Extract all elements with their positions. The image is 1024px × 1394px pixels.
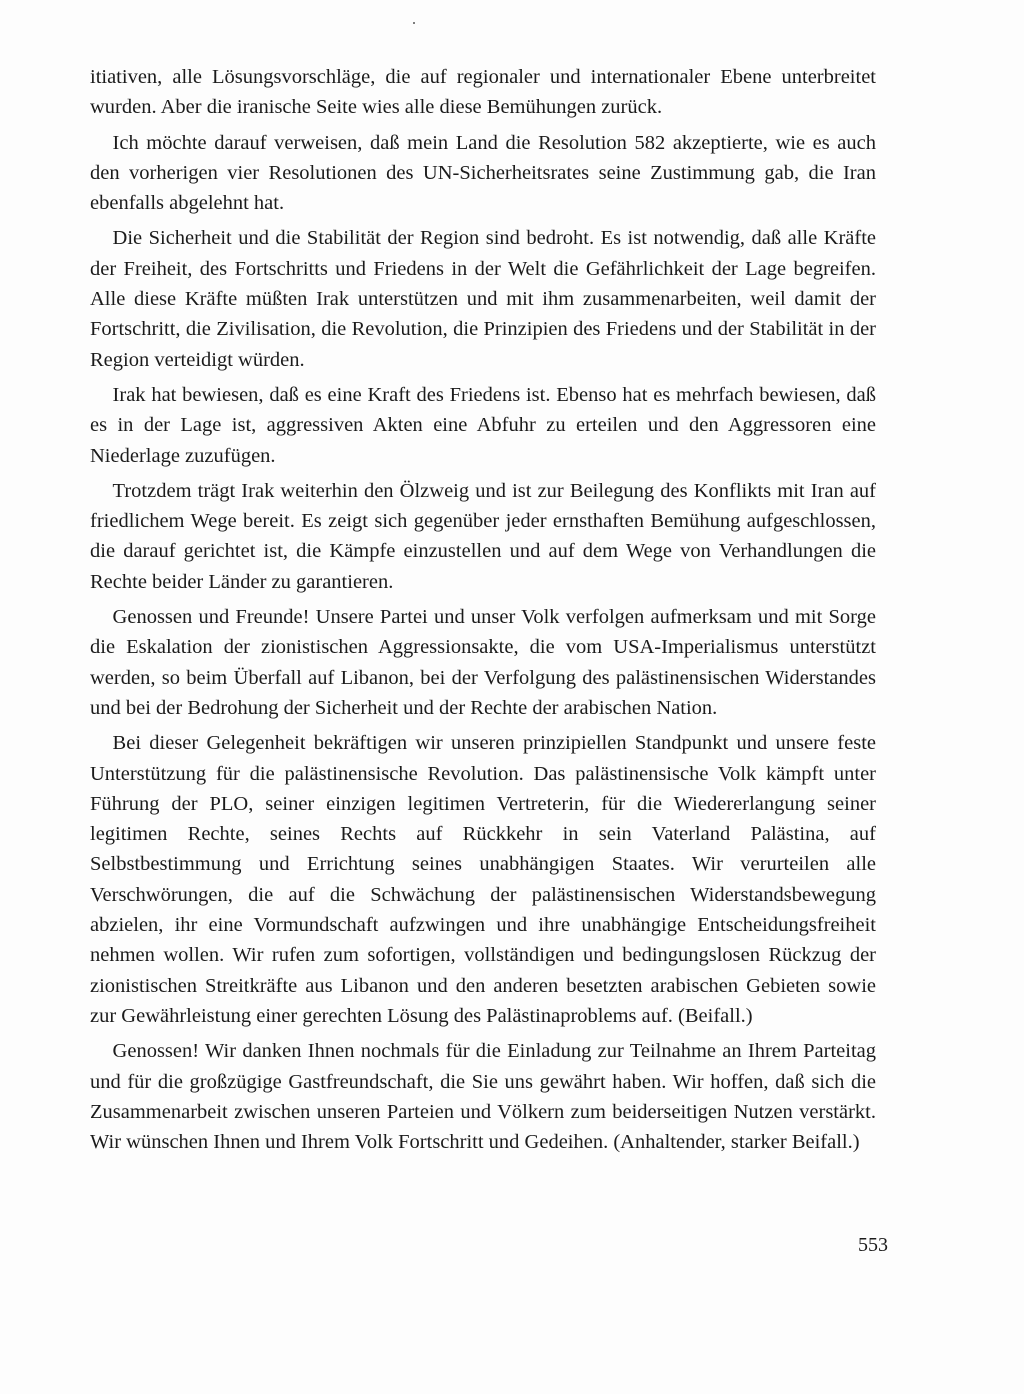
paragraph-4: Irak hat bewiesen, daß es eine Kraft des Friedens ist. Ebenso hat es mehrfach bewiesen, daß es in der Lage ist, aggressiven Akten eine Abfuhr zu erteilen und den Aggressoren eine Niederlage zuzufügen. bbox=[90, 383, 876, 467]
paragraph-3: Die Sicherheit und die Stabilität der Region sind bedroht. Es ist notwendig, daß alle Kräfte der Freiheit, des Fortschritts und Friedens in der Welt die Gefährlichkeit der Lage begreifen. Alle diese Kräfte müßten Irak unterstützen und mit ihm zusammenarbeiten, weil damit der Fortschritt, die Zivilisation, die Revolution, die Prinzipien des Friedens und der Stabilität in der Region verteidigt würden. bbox=[90, 227, 876, 371]
paragraph-7: Bei dieser Gelegenheit bekräftigen wir unseren prinzipiellen Standpunkt und unsere feste Unterstützung für die palästinensische Revolution. Das palästinensische Volk kämpft unter Führung der PLO, seiner einzigen legitimen Vertreterin, für die Wiedererlangung seiner legitimen Rechte, seines Rechts auf Rückkehr in sein Vaterland Palästina, auf Selbstbestimmung und Errichtung seines unabhängigen Staates. Wir verurteilen alle Verschwörungen, die auf die Schwächung der palästinensischen Widerstandsbewegung abzielen, ihr eine Vormundschaft aufzwingen und ihre unabhängige Entscheidungsfreiheit nehmen wollen. Wir rufen zum sofortigen, vollständigen und bedingungslosen Rückzug der zionistischen Streitkräfte aus Libanon und den anderen besetzten arabischen Gebieten sowie zur Gewährleistung einer gerechten Lösung des Palästinaproblems auf. (Beifall.) bbox=[90, 732, 876, 1027]
body-text bbox=[90, 62, 876, 1162]
paragraph-6: Genossen und Freunde! Unsere Partei und unser Volk verfolgen aufmerksam und mit Sorge die Eskalation der zionistischen Aggressionsakte, die vom USA-Imperialismus unterstützt werden, so beim Überfall auf Libanon, bei der Verfolgung des palästinensischen Widerstandes und bei der Bedrohung der Sicherheit und der Rechte der arabischen Nation. bbox=[90, 606, 876, 719]
paragraph-5: Trotzdem trägt Irak weiterhin den Ölzweig und ist zur Beilegung des Konflikts mit Iran auf friedlichem Wege bereit. Es zeigt sich gegenüber jeder ernsthaften Bemühung aufgeschlossen, die darauf gerichtet ist, die Kämpfe einzustellen und auf dem Wege von Verhandlungen die Rechte beider Länder zu garantieren. bbox=[90, 479, 876, 593]
page-number: 553 bbox=[858, 1234, 888, 1256]
scan-speck bbox=[413, 22, 415, 24]
paragraph-1: itiativen, alle Lösungsvorschläge, die auf regionaler und internationaler Ebene unterbreitet wurden. Aber die iranische Seite wies alle diese Bemühungen zurück. bbox=[90, 66, 876, 119]
paragraph-8: Genossen! Wir danken Ihnen nochmals für die Einladung zur Teilnahme an Ihrem Parteitag und für die großzügige Gastfreundschaft, die Sie uns gewährt haben. Wir hoffen, daß sich die Zusammenarbeit zwischen unseren Parteien und Völkern zum beiderseitigen Nutzen verstärkt. Wir wünschen Ihnen und Ihrem Volk Fortschritt und Gedeihen. (Anhaltender, starker Beifall.) bbox=[90, 1040, 876, 1154]
paragraph-2: Ich möchte darauf verweisen, daß mein Land die Resolution 582 akzeptierte, wie es auch den vorherigen vier Resolutionen des UN-Sicherheitsrates seine Zustimmung gab, die Iran ebenfalls abgelehnt hat. bbox=[90, 131, 876, 215]
